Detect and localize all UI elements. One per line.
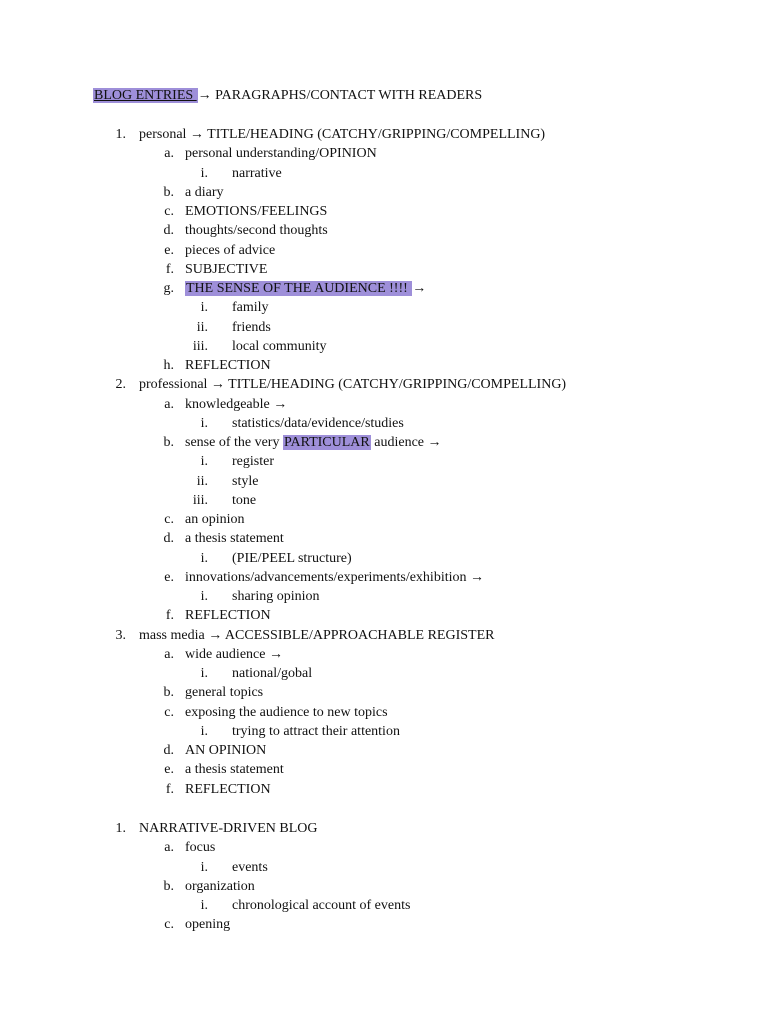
list-text-main: opening	[185, 917, 231, 933]
list-text-main: audience →	[370, 435, 442, 450]
list-marker: 3.	[115, 627, 126, 643]
list-item	[0, 645, 768, 664]
list-text	[185, 279, 426, 298]
outline-list-2	[0, 819, 768, 935]
list-text-main: thoughts/second thoughts	[185, 223, 328, 239]
list-item	[0, 183, 768, 202]
list-marker: 1.	[115, 821, 126, 836]
list-text-main: trying to attract their attention	[232, 723, 400, 739]
list-text-main: a diary	[185, 184, 224, 200]
list-text-main: general topics	[185, 685, 264, 701]
list-item	[0, 318, 768, 337]
list-marker: b.	[163, 685, 174, 701]
list-text-main: REFLECTION	[185, 608, 271, 624]
list-item	[0, 838, 768, 857]
list-marker: i.	[200, 454, 208, 470]
list-marker: d.	[163, 531, 174, 547]
list-text	[232, 318, 271, 337]
list-text	[139, 125, 545, 144]
list-text	[232, 452, 274, 471]
heading-highlight: BLOG ENTRIES	[94, 88, 197, 103]
list-marker: a.	[164, 146, 174, 162]
list-text	[232, 472, 258, 491]
list-item	[0, 741, 768, 760]
list-item	[0, 433, 768, 452]
list-text-main: chronological account of events	[232, 898, 411, 913]
list-marker: e.	[164, 242, 174, 258]
list-item	[0, 414, 768, 433]
list-text	[185, 741, 266, 760]
list-marker: i.	[200, 666, 208, 681]
list-item	[0, 722, 768, 741]
list-text	[185, 202, 327, 221]
list-text	[232, 896, 410, 915]
list-marker: b.	[163, 184, 174, 200]
list-marker: e.	[164, 569, 174, 585]
list-text-main: style	[232, 473, 259, 489]
list-marker: i.	[200, 723, 208, 739]
list-text	[232, 414, 404, 433]
list-item	[0, 587, 768, 606]
list-text	[185, 221, 328, 240]
list-marker: ii.	[196, 473, 208, 489]
list-marker: ii.	[196, 319, 208, 335]
list-text	[185, 241, 275, 260]
list-text	[185, 395, 287, 414]
list-text-main: REFLECTION	[185, 358, 271, 373]
list-text	[185, 683, 263, 702]
list-text	[232, 164, 282, 183]
list-text-main: register	[232, 454, 274, 470]
list-text-main: wide audience →	[185, 646, 283, 662]
list-item	[0, 164, 768, 183]
list-marker: d.	[163, 743, 174, 758]
list-marker: b.	[163, 435, 174, 450]
list-text-main: →	[412, 281, 427, 296]
list-text-pre: sense of the very	[185, 435, 283, 450]
list-text	[185, 838, 215, 857]
list-text-main: an opinion	[185, 512, 245, 527]
list-text-main: personal understanding/OPINION	[185, 146, 377, 162]
page-heading	[93, 87, 482, 105]
list-text	[185, 780, 271, 799]
list-text-highlight: PARTICULAR	[283, 435, 370, 450]
list-item	[0, 529, 768, 548]
list-marker: i.	[200, 898, 208, 913]
list-text	[232, 491, 256, 510]
list-text	[232, 858, 268, 877]
list-text-main: personal → TITLE/HEADING (CATCHY/GRIPPING/COMPELLING)	[139, 127, 546, 142]
list-text-main: (PIE/PEEL structure)	[232, 550, 352, 566]
list-text-main: NARRATIVE-DRIVEN BLOG	[139, 821, 318, 836]
list-marker: c.	[164, 917, 174, 933]
list-marker: a.	[164, 646, 174, 662]
list-item	[0, 858, 768, 877]
list-text	[139, 819, 318, 838]
list-text	[185, 703, 388, 722]
list-text	[185, 433, 442, 452]
list-text	[185, 760, 284, 779]
list-text-main: a thesis statement	[185, 762, 284, 778]
list-item	[0, 144, 768, 163]
list-text-main: professional → TITLE/HEADING (CATCHY/GRIPPING/COMPELLING)	[139, 377, 567, 393]
list-marker: i.	[200, 415, 208, 431]
list-item	[0, 683, 768, 702]
list-item	[0, 472, 768, 491]
list-item	[0, 395, 768, 414]
list-text	[185, 606, 271, 625]
list-marker: i.	[200, 589, 208, 604]
list-item	[0, 202, 768, 221]
list-marker: f.	[165, 608, 174, 624]
list-text-main: EMOTIONS/FEELINGS	[185, 204, 328, 219]
list-item	[0, 606, 768, 625]
list-marker: d.	[163, 223, 174, 239]
list-item	[0, 491, 768, 510]
list-text	[185, 356, 271, 375]
list-text	[232, 587, 320, 606]
list-item	[0, 664, 768, 683]
list-text-main: focus	[185, 840, 216, 856]
list-item	[0, 452, 768, 471]
list-marker: i.	[200, 859, 208, 875]
list-text-main: pieces of advice	[185, 242, 276, 258]
list-item	[0, 819, 768, 838]
list-marker: e.	[164, 762, 174, 778]
list-text	[232, 722, 400, 741]
list-item	[0, 568, 768, 587]
list-item	[0, 703, 768, 722]
list-marker: h.	[163, 358, 174, 373]
list-text-main: innovations/advancements/experiments/exhibition →	[185, 569, 484, 585]
list-marker: i.	[200, 300, 208, 316]
list-text-main: national/gobal	[232, 666, 313, 681]
list-item	[0, 260, 768, 279]
list-marker: g.	[163, 281, 174, 296]
list-text-main: REFLECTION	[185, 781, 271, 797]
list-text-main: events	[232, 859, 268, 875]
list-item	[0, 877, 768, 896]
list-item	[0, 241, 768, 260]
list-marker: iii.	[192, 338, 208, 354]
heading-text: → PARAGRAPHS/CONTACT WITH READERS	[197, 88, 483, 103]
list-item	[0, 298, 768, 317]
list-marker: iii.	[192, 492, 208, 508]
list-marker: a.	[164, 396, 174, 412]
list-item	[0, 356, 768, 375]
list-text	[185, 877, 255, 896]
list-item	[0, 896, 768, 915]
list-item	[0, 626, 768, 645]
list-item	[0, 549, 768, 568]
list-marker: a.	[164, 840, 174, 856]
list-text-main: sharing opinion	[232, 589, 320, 604]
list-item	[0, 221, 768, 240]
list-text	[232, 549, 352, 568]
outline-list	[0, 125, 768, 799]
list-marker: i.	[200, 550, 208, 566]
list-text	[185, 915, 230, 934]
list-item	[0, 760, 768, 779]
list-marker: 1.	[115, 127, 126, 142]
list-text-main: friends	[232, 319, 271, 335]
list-text-main: SUBJECTIVE	[185, 261, 268, 277]
list-text-main: knowledgeable →	[185, 396, 288, 412]
list-text	[185, 568, 484, 587]
list-item	[0, 780, 768, 799]
list-marker: 2.	[115, 377, 126, 393]
list-marker: c.	[164, 512, 174, 527]
list-item	[0, 337, 768, 356]
list-text-main: organization	[185, 878, 255, 894]
list-text	[185, 645, 283, 664]
list-text-highlight: THE SENSE OF THE AUDIENCE !!!!	[186, 281, 412, 296]
list-text-main: exposing the audience to new topics	[185, 704, 388, 720]
list-text-main: local community	[232, 338, 327, 354]
list-item	[0, 510, 768, 529]
list-text-main: family	[232, 300, 269, 316]
list-text-main: mass media → ACCESSIBLE/APPROACHABLE REGISTER	[139, 627, 495, 643]
list-item	[0, 915, 768, 934]
list-marker: i.	[200, 165, 208, 181]
list-text	[139, 375, 566, 394]
list-item	[0, 125, 768, 144]
list-text	[185, 529, 284, 548]
list-marker: c.	[164, 204, 174, 219]
list-marker: f.	[165, 781, 174, 797]
list-text	[232, 337, 326, 356]
list-marker: c.	[164, 704, 174, 720]
list-item	[0, 375, 768, 394]
list-item	[0, 279, 768, 298]
list-text-main: AN OPINION	[185, 743, 267, 758]
list-text	[232, 664, 312, 683]
list-marker: f.	[165, 261, 174, 277]
list-text-main: narrative	[232, 165, 282, 181]
list-text-main: statistics/data/evidence/studies	[232, 415, 404, 431]
list-text-main: a thesis statement	[185, 531, 284, 547]
list-marker: b.	[163, 878, 174, 894]
list-text	[185, 144, 377, 163]
list-text	[185, 183, 223, 202]
list-text	[185, 260, 267, 279]
list-text	[185, 510, 245, 529]
list-text-main: tone	[232, 492, 257, 508]
list-text	[139, 626, 494, 645]
list-text	[232, 298, 269, 317]
